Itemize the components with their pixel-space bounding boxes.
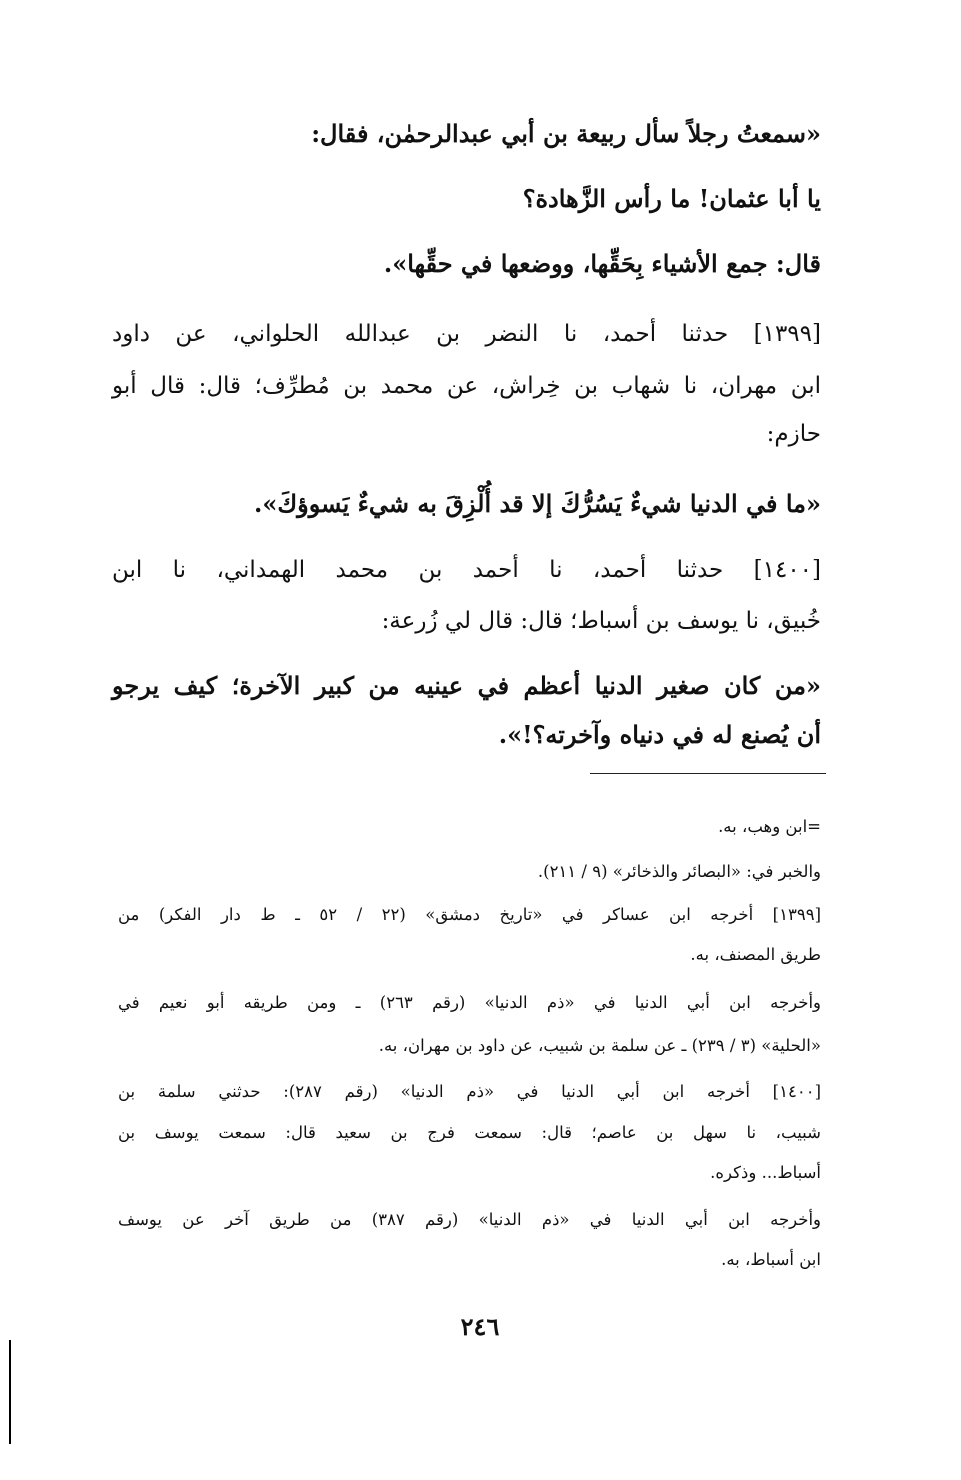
isnad-line: حازم: xyxy=(766,421,821,447)
quote-line: يا أبا عثمان! ما رأس الزَّهادة؟ xyxy=(522,184,821,213)
footnote-line: والخبر في: «البصائر والذخائر» (٩ / ٢١١). xyxy=(537,862,821,881)
footnote-line: وأخرجه ابن أبي الدنيا في «ذم الدنيا» (رقم ٣٨٧) من طريق آخر عن يوسف xyxy=(118,1210,822,1229)
footnote-line: [١٤٠٠] أخرجه ابن أبي الدنيا في «ذم الدنيا» (رقم ٢٨٧): حدثني سلمة بن xyxy=(118,1082,821,1101)
quote-line: «سمعتُ رجلاً سأل ربيعة بن أبي عبدالرحمٰن، فقال: xyxy=(311,119,821,148)
quote-line: «ما في الدنيا شيءٌ يَسُرُّكَ إلا قد أُلْزِقَ به شيءٌ يَسوؤكَ». xyxy=(254,489,821,518)
footnote-line: [١٣٩٩] أخرجه ابن عساكر في «تاريخ دمشق» (٢٢ / ٥٢ ـ ط دار الفكر) من xyxy=(118,905,821,924)
isnad-line: [١٤٠٠] حدثنا أحمد، نا أحمد بن محمد الهمداني، نا ابن xyxy=(112,557,822,583)
isnad-line: [١٣٩٩] حدثنا أحمد، نا النضر بن عبدالله الحلواني، عن داود xyxy=(112,321,821,347)
footnote-line: ابن أسباط، به. xyxy=(721,1250,821,1269)
quote-line: قال: جمع الأشياء بِحَقِّها، ووضعها في حقِّها». xyxy=(383,249,821,278)
isnad-line: ابن مهران، نا شهاب بن خِراش، عن محمد بن مُطرِّف؛ قال: قال أبو xyxy=(112,373,821,399)
quote-line: «من كان صغير الدنيا أعظم في عينيه من كبير الآخرة؛ كيف يرجو xyxy=(112,671,821,700)
footnote-separator xyxy=(590,773,826,774)
footnote-line: طريق المصنف، به. xyxy=(690,945,821,964)
footnote-line: وأخرجه ابن أبي الدنيا في «ذم الدنيا» (رقم ٢٦٣) ـ ومن طريقه أبو نعيم في xyxy=(118,993,822,1012)
isnad-line: خُبيق، نا يوسف بن أسباط؛ قال: قال لي زُرعة: xyxy=(381,608,821,634)
scan-edge-mark xyxy=(9,1340,11,1444)
quote-line: أن يُصنع له في دنياه وآخرته؟!». xyxy=(498,720,821,749)
footnote-line: =ابن وهب، به. xyxy=(718,817,821,836)
footnote-line: «الحلية» (٣ / ٢٣٩) ـ عن سلمة بن شبيب، عن داود بن مهران، به. xyxy=(378,1036,821,1055)
page-number: ٢٤٦ xyxy=(460,1312,500,1341)
footnote-line: شبيب، نا سهل بن عاصم؛ قال: سمعت فرج بن سعيد قال: سمعت يوسف بن xyxy=(118,1123,821,1142)
footnote-line: أسباط... وذكره. xyxy=(710,1163,821,1182)
